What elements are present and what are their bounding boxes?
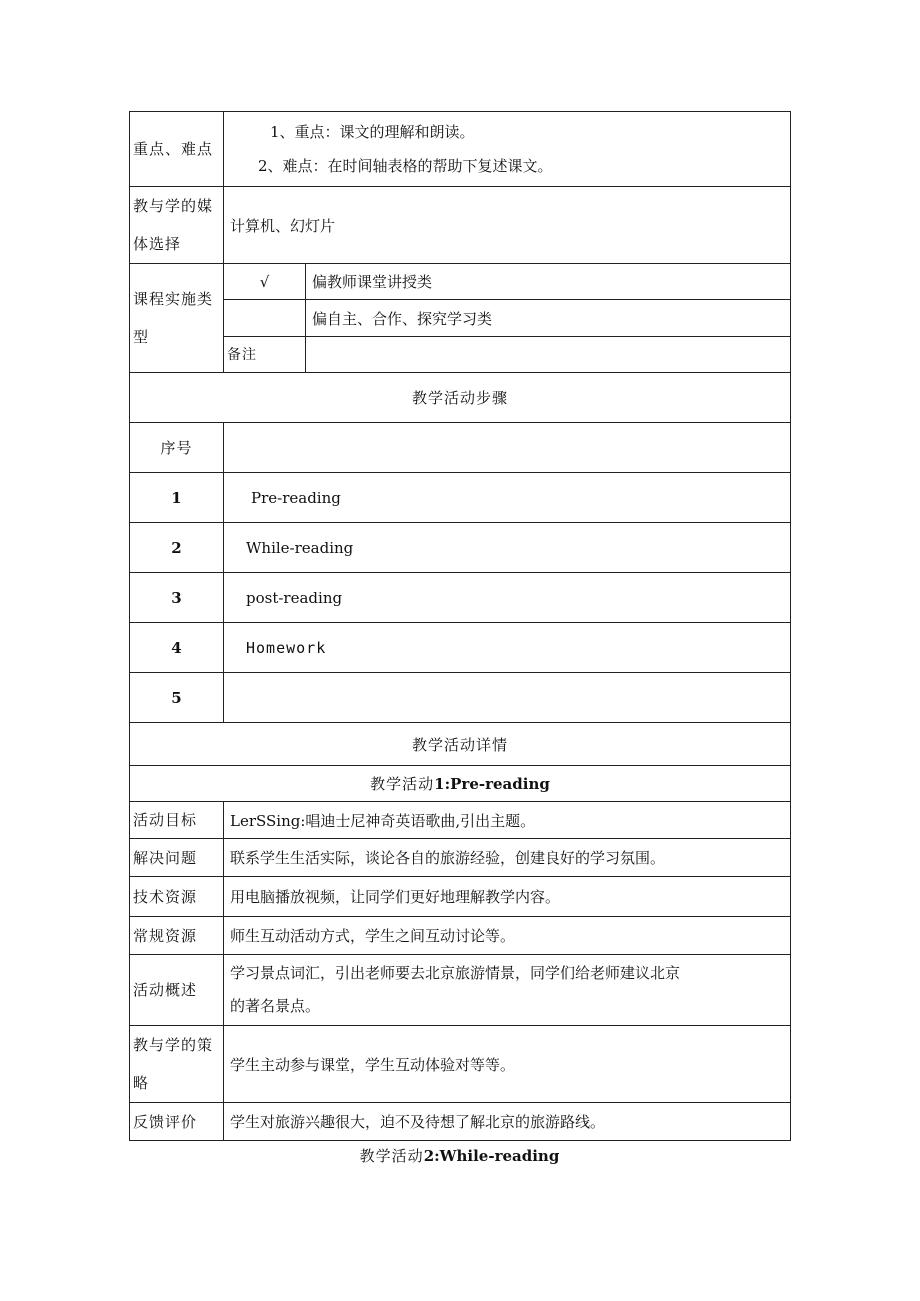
step-row — [130, 523, 791, 573]
goal-value: LerSSing:唱迪士尼神奇英语歌曲,引出主题。 — [224, 802, 791, 839]
steps-header-row — [130, 423, 791, 473]
step-number: 1 — [130, 473, 224, 523]
media-row — [130, 187, 791, 264]
tech-value: 用电脑播放视频，让同学们更好地理解教学内容。 — [224, 877, 791, 917]
lesson-plan-table — [129, 111, 791, 1141]
remark-label: 备注 — [224, 337, 306, 373]
steps-section-row — [130, 373, 791, 423]
goal-label: 活动目标 — [130, 802, 224, 839]
course-type-option-self: 偏自主、合作、探究学习类 — [306, 300, 791, 337]
activity1-title-prefix: 教学活动 — [370, 775, 435, 793]
details-section-title: 教学活动详情 — [130, 723, 791, 766]
step-number: 2 — [130, 523, 224, 573]
course-type-option-teacher: 偏教师课堂讲授类 — [306, 264, 791, 300]
overview-label: 活动概述 — [130, 955, 224, 1026]
media-label: 教与学的媒体选择 — [130, 187, 224, 264]
details-section-row — [130, 723, 791, 766]
overview-line-1: 学习景点词汇，引出老师要去北京旅游情景，同学们给老师建议北京 — [230, 964, 681, 982]
overview-line-2: 的著名景点。 — [230, 997, 321, 1015]
step-text: post-reading — [224, 573, 791, 623]
step-row — [130, 623, 791, 673]
tech-label: 技术资源 — [130, 877, 224, 917]
focus-key-point: 1、重点：课文的理解和朗读。 — [270, 123, 475, 141]
strategy-value: 学生主动参与课堂，学生互动体验对等等。 — [224, 1026, 791, 1103]
activity1-problem-row — [130, 839, 791, 877]
activity1-title-row — [130, 766, 791, 802]
step-text: Pre-reading — [224, 473, 791, 523]
activity1-title-name: 1:Pre-reading — [434, 775, 550, 793]
activity1-tech-row — [130, 877, 791, 917]
activity1-overview-row — [130, 955, 791, 1026]
step-text — [224, 673, 791, 723]
regular-value: 师生互动活动方式，学生之间互动讨论等。 — [224, 917, 791, 955]
course-type-row-2 — [130, 300, 791, 337]
focus-difficult-point: 2、难点：在时间轴表格的帮助下复述课文。 — [258, 157, 553, 175]
activity1-goal-row — [130, 802, 791, 839]
focus-label: 重点、难点 — [130, 112, 224, 187]
feedback-label: 反馈评价 — [130, 1103, 224, 1141]
feedback-value: 学生对旅游兴趣很大，迫不及待想了解北京的旅游路线。 — [224, 1103, 791, 1141]
activity2-title-name: 2:While-reading — [423, 1147, 560, 1165]
activity2-title-prefix: 教学活动 — [359, 1147, 424, 1165]
course-type-label: 课程实施类型 — [130, 264, 224, 373]
check-mark-icon[interactable]: √ — [224, 264, 306, 300]
step-row — [130, 673, 791, 723]
course-type-row-3 — [130, 337, 791, 373]
step-text: Homework — [224, 623, 791, 673]
remark-value — [306, 337, 791, 373]
lesson-plan-document — [129, 111, 790, 1166]
step-row — [130, 473, 791, 523]
media-value: 计算机、幻灯片 — [224, 187, 791, 264]
activity1-feedback-row — [130, 1103, 791, 1141]
steps-header-index: 序号 — [130, 423, 224, 473]
step-text: While-reading — [224, 523, 791, 573]
problem-value: 联系学生生活实际，谈论各自的旅游经验，创建良好的学习氛围。 — [224, 839, 791, 877]
regular-label: 常规资源 — [130, 917, 224, 955]
activity1-title — [130, 766, 791, 802]
step-number: 4 — [130, 623, 224, 673]
course-type-row-1 — [130, 264, 791, 300]
step-number: 5 — [130, 673, 224, 723]
step-number: 3 — [130, 573, 224, 623]
strategy-label: 教与学的策略 — [130, 1026, 224, 1103]
focus-row — [130, 112, 791, 187]
steps-header-content — [224, 423, 791, 473]
activity2-title — [129, 1145, 790, 1166]
course-type-option-self-check[interactable] — [224, 300, 306, 337]
steps-section-title: 教学活动步骤 — [130, 373, 791, 423]
activity1-regular-row — [130, 917, 791, 955]
activity1-strategy-row — [130, 1026, 791, 1103]
problem-label: 解决问题 — [130, 839, 224, 877]
step-row — [130, 573, 791, 623]
